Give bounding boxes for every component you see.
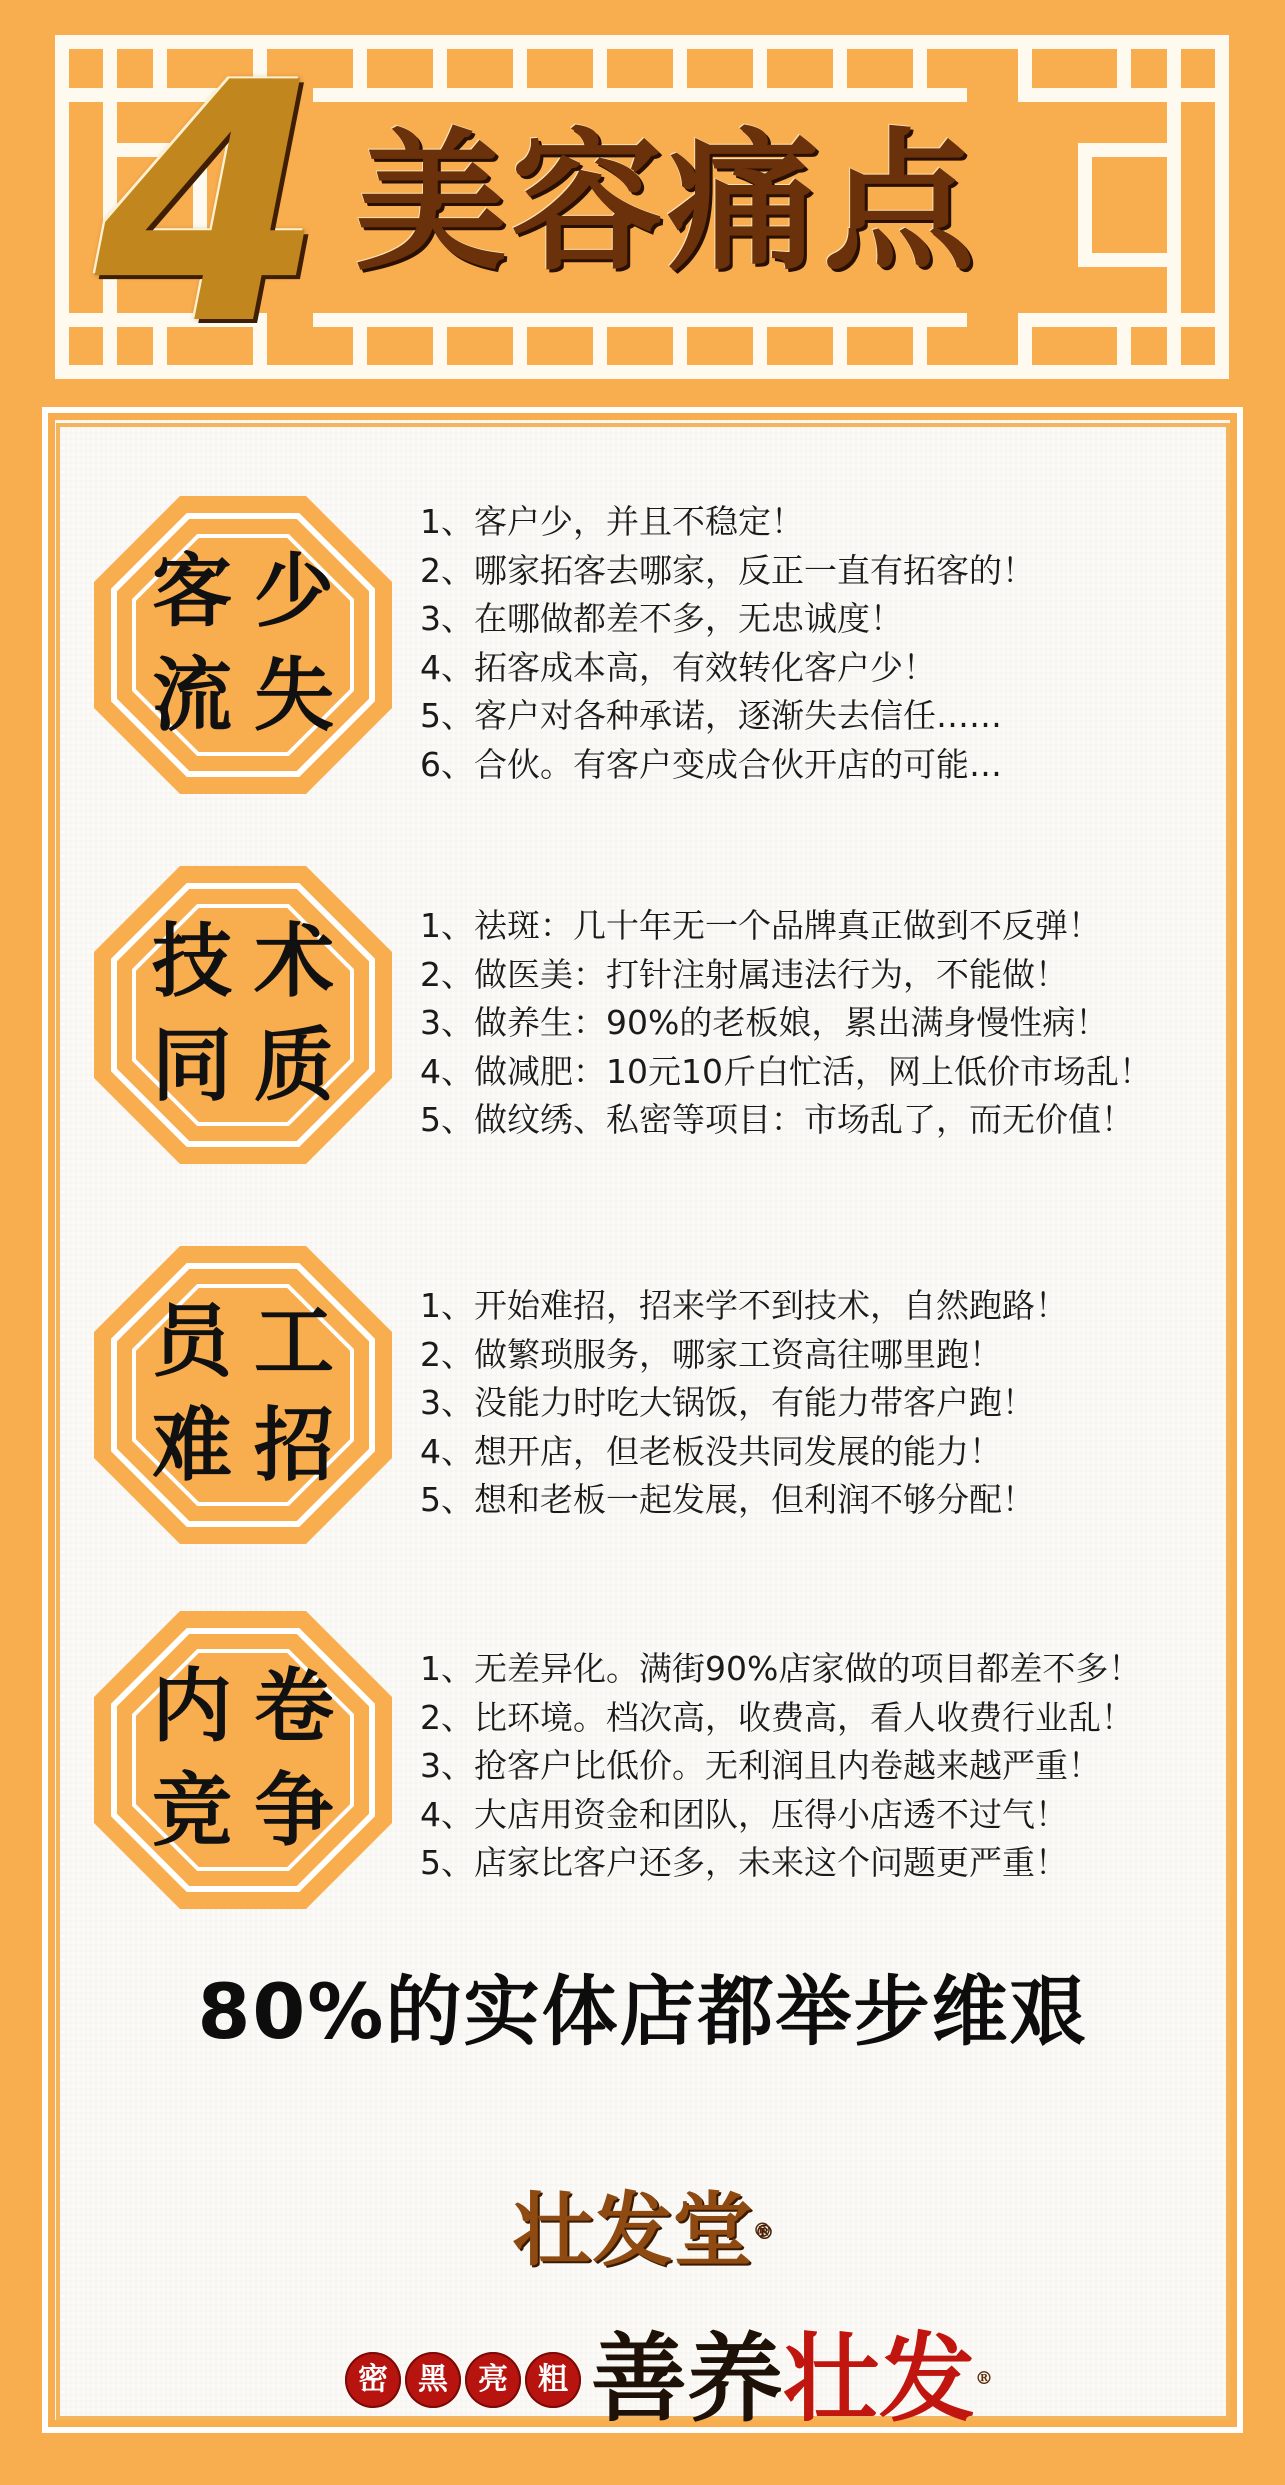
list-item: 5、想和老板一起发展，但利润不够分配！ [420, 1480, 1035, 1519]
list-item: 6、合伙。有客户变成合伙开店的可能… [420, 744, 1002, 784]
pain-point-list [420, 1282, 1230, 1525]
registered-mark: ® [752, 2218, 773, 2242]
badge-line-1: 内卷 [152, 1660, 356, 1753]
list-item: 4、拓客成本高，有效转化客户少！ [420, 647, 936, 687]
list-item: 5、做纹绣、私密等项目：市场乱了，而无价值！ [420, 1100, 1134, 1139]
list-item: 3、做养生：90%的老板娘，累出满身慢性病！ [420, 1003, 1109, 1042]
badge-line-2: 竞争 [152, 1764, 356, 1857]
badge-label [88, 910, 398, 1118]
list-item: 4、做减肥：10元10斤白忙活，网上低价市场乱！ [420, 1051, 1152, 1091]
list-item: 2、比环境。档次高，收费高，看人收费行业乱！ [420, 1697, 1134, 1737]
badge-label [88, 540, 398, 748]
pain-point-list [420, 1645, 1230, 1888]
list-item: 2、哪家拓客去哪家，反正一直有拓客的！ [420, 550, 1035, 590]
list-item: 4、想开店，但老板没共同发展的能力！ [420, 1431, 1002, 1471]
badge-line-1: 客少 [152, 545, 356, 638]
list-item: 3、没能力时吃大锅饭，有能力带客户跑！ [420, 1383, 1035, 1422]
page-title: 美容痛点 [355, 114, 979, 291]
slogan: 80%的实体店都举步维艰 [197, 1967, 1088, 2056]
header [0, 0, 1285, 400]
list-item: 4、大店用资金和团队，压得小店透不过气！ [420, 1794, 1068, 1834]
badge-label [88, 1290, 398, 1498]
pain-point-list [420, 498, 1230, 789]
list-item: 1、开始难招，招来学不到技术，自然跑路！ [420, 1286, 1068, 1325]
list-item: 3、抢客户比低价。无利润且内卷越来越严重！ [420, 1746, 1101, 1785]
list-item: 1、祛斑：几十年无一个品牌真正做到不反弹！ [420, 906, 1101, 945]
seal-badge: 黑 [405, 2352, 461, 2408]
list-item: 1、客户少，并且不稳定！ [420, 502, 804, 541]
brand-logo [0, 2185, 1285, 2275]
badge-line-2: 同质 [152, 1019, 356, 1112]
badge-line-2: 难招 [152, 1399, 356, 1492]
badge-line-1: 技术 [152, 915, 356, 1008]
seal-badge: 密 [345, 2352, 401, 2408]
tagline-part-b: 壮发 [783, 2322, 975, 2435]
pain-point-list [420, 902, 1230, 1145]
badge-line-1: 员工 [152, 1295, 356, 1388]
list-item: 1、无差异化。满街90%店家做的项目都差不多！ [420, 1649, 1142, 1688]
tagline-text [591, 2324, 993, 2434]
list-item: 2、做繁琐服务，哪家工资高往哪里跑！ [420, 1334, 1002, 1374]
list-item: 2、做医美：打针注射属违法行为，不能做！ [420, 954, 1068, 994]
seal-badge: 亮 [465, 2352, 521, 2408]
list-item: 5、店家比客户还多，未来这个问题更严重！ [420, 1843, 1068, 1882]
list-item: 3、在哪做都差不多，无忠诚度！ [420, 599, 903, 638]
badge-label [88, 1655, 398, 1863]
badge-line-2: 流失 [152, 649, 356, 742]
registered-mark: ® [975, 2368, 993, 2389]
title-number: 4 [95, 13, 315, 397]
brand-name: 壮发堂 [512, 2183, 753, 2277]
list-item: 5、客户对各种承诺，逐渐失去信任…… [420, 696, 1002, 735]
tagline-part-a: 善养 [591, 2322, 783, 2435]
seal-badge: 粗 [525, 2352, 581, 2408]
